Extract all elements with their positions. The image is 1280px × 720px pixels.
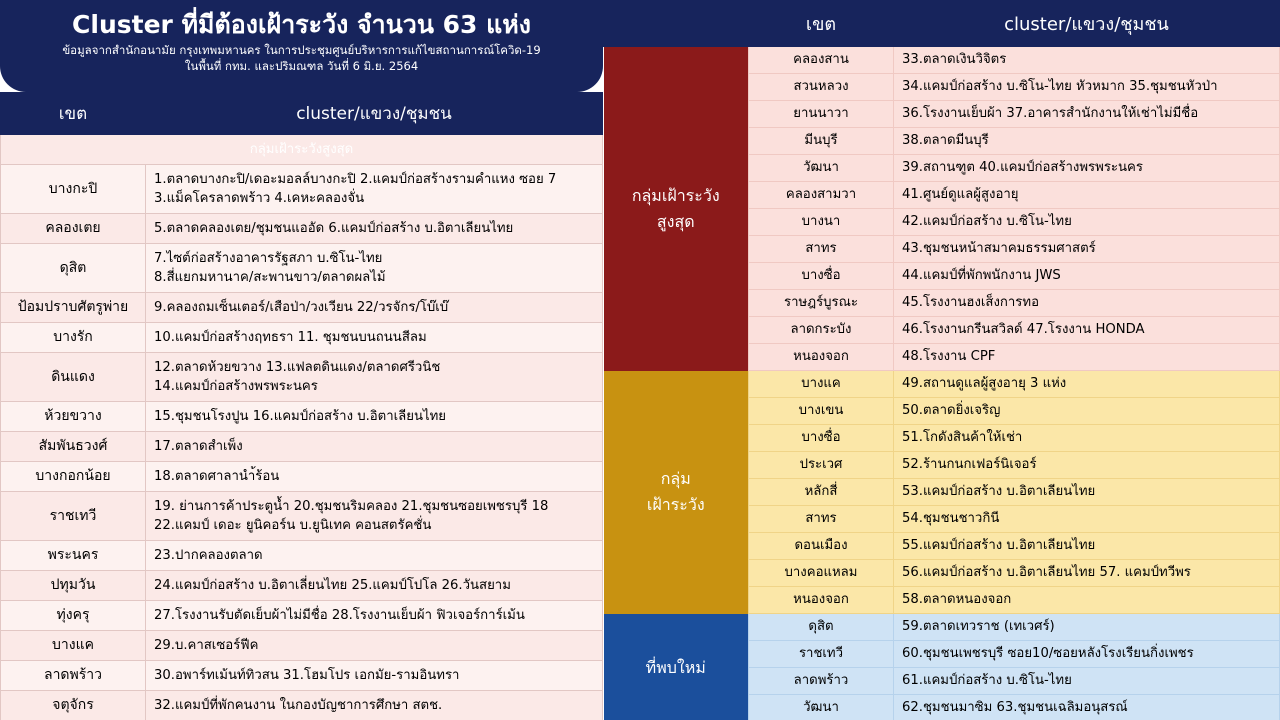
table-row: [1, 492, 603, 541]
zone-cell: บางแค: [749, 371, 894, 398]
left-table-body: [1, 135, 603, 720]
cluster-cell: 46.โรงงานกรีนสวิลด์ 47.โรงงาน HONDA: [894, 317, 1280, 344]
cluster-cell: 30.อพาร์ทเม้นท์ทิวสน 31.โฮมโปร เอกมัย-รามอินทรา: [146, 661, 603, 691]
zone-cell: บางนา: [749, 209, 894, 236]
zone-cell: มีนบุรี: [749, 128, 894, 155]
cluster-cell: 49.สถานดูแลผู้สูงอายุ 3 แห่ง: [894, 371, 1280, 398]
cluster-cell: 24.แคมป์ก่อสร้าง บ.อิตาเลี่ยนไทย 25.แคมป์โปโล 26.วันสยาม: [146, 571, 603, 601]
zone-cell: คลองสาน: [749, 47, 894, 74]
table-row: [604, 371, 1280, 398]
table-row: [1, 293, 603, 323]
zone-cell: บางแค: [1, 631, 146, 661]
cluster-cell: 44.แคมป์ที่พักพนักงาน JWS: [894, 263, 1280, 290]
right-header-cluster: cluster/แขวง/ชุมชน: [894, 1, 1280, 47]
zone-cell: บางกอกน้อย: [1, 462, 146, 492]
zone-cell: บางซื่อ: [749, 425, 894, 452]
cluster-cell: 9.คลองถมเซ็นเตอร์/เสือป่า/วงเวียน 22/วรจักร/โบ๊เบ๊: [146, 293, 603, 323]
left-table: [0, 92, 603, 720]
table-row: [1, 214, 603, 244]
group-label-cell: ที่พบใหม่: [604, 614, 749, 720]
table-row: [1, 571, 603, 601]
cluster-cell: 36.โรงงานเย็บผ้า 37.อาคารสำนักงานให้เช่าไม่มีชื่อ: [894, 101, 1280, 128]
cluster-cell: 17.ตลาดสำเพ็ง: [146, 432, 603, 462]
right-table-header-row: [604, 1, 1280, 47]
zone-cell: สาทร: [749, 236, 894, 263]
zone-cell: ดุสิต: [749, 614, 894, 641]
cluster-cell: 38.ตลาดมีนบุรี: [894, 128, 1280, 155]
table-row: [1, 691, 603, 720]
zone-cell: บางซื่อ: [749, 263, 894, 290]
cluster-cell: 53.แคมป์ก่อสร้าง บ.อิตาเลียนไทย: [894, 479, 1280, 506]
title-banner: [0, 0, 603, 92]
right-panel: [603, 0, 1280, 720]
cluster-cell: 55.แคมป์ก่อสร้าง บ.อิตาเลียนไทย: [894, 533, 1280, 560]
group-label-cell: กลุ่ม เฝ้าระวัง: [604, 371, 749, 614]
cluster-cell: 39.สถานฑูต 40.แคมป์ก่อสร้างพรพระนคร: [894, 155, 1280, 182]
left-header-cluster: cluster/แขวง/ชุมชน: [146, 93, 603, 135]
cluster-cell: 58.ตลาดหนองจอก: [894, 587, 1280, 614]
zone-cell: ดอนเมือง: [749, 533, 894, 560]
cluster-cell: 48.โรงงาน CPF: [894, 344, 1280, 371]
table-row: [1, 661, 603, 691]
table-row: [1, 402, 603, 432]
cluster-cell: 41.ศูนย์ดูแลผู้สูงอายุ: [894, 182, 1280, 209]
zone-cell: หนองจอก: [749, 344, 894, 371]
zone-cell: ดุสิต: [1, 244, 146, 293]
zone-cell: ห้วยขวาง: [1, 402, 146, 432]
zone-cell: บางรัก: [1, 323, 146, 353]
zone-cell: ลาดพร้าว: [1, 661, 146, 691]
cluster-cell: 45.โรงงานฮงเส็งการทอ: [894, 290, 1280, 317]
table-row: [1, 631, 603, 661]
cluster-cell: 23.ปากคลองตลาด: [146, 541, 603, 571]
cluster-cell: 52.ร้านกนกเฟอร์นิเจอร์: [894, 452, 1280, 479]
zone-cell: สัมพันธวงศ์: [1, 432, 146, 462]
zone-cell: ยานนาวา: [749, 101, 894, 128]
cluster-cell: 51.โกดังสินค้าให้เช่า: [894, 425, 1280, 452]
zone-cell: บางกะปิ: [1, 165, 146, 214]
cluster-cell: 54.ชุมชนชาวกินี: [894, 506, 1280, 533]
group-label-cell: กลุ่มเฝ้าระวัง สูงสุด: [604, 47, 749, 371]
zone-cell: วัฒนา: [749, 155, 894, 182]
left-header-zone: เขต: [1, 93, 146, 135]
left-table-header-row: [1, 93, 603, 135]
cluster-cell: 5.ตลาดคลองเตย/ชุมชนแออัด 6.แคมป์ก่อสร้าง บ.อิตาเลียนไทย: [146, 214, 603, 244]
cluster-cell: 42.แคมป์ก่อสร้าง บ.ซิโน-ไทย: [894, 209, 1280, 236]
left-panel: [0, 0, 603, 720]
cluster-cell: 12.ตลาดห้วยขวาง 13.แฟลตดินแดง/ตลาดศรีวนิช 14.แคมป์ก่อสร้างพรพระนคร: [146, 353, 603, 402]
cluster-cell: 15.ชุมชนโรงปูน 16.แคมป์ก่อสร้าง บ.อิตาเลียนไทย: [146, 402, 603, 432]
cluster-cell: 50.ตลาดยิ่งเจริญ: [894, 398, 1280, 425]
cluster-cell: 27.โรงงานรับตัดเย็บผ้าไม่มีชื่อ 28.โรงงานเย็บผ้า ฟิวเจอร์การ์เม้น: [146, 601, 603, 631]
right-header-zone: เขต: [749, 1, 894, 47]
cluster-cell: 33.ตลาดเงินวิจิตร: [894, 47, 1280, 74]
zone-cell: ลาดกระบัง: [749, 317, 894, 344]
zone-cell: คลองเตย: [1, 214, 146, 244]
right-table-body: [604, 47, 1280, 720]
cluster-cell: 7.ไซต์ก่อสร้างอาคารรัฐสภา บ.ซิโน-ไทย 8.สี่แยกมหานาค/สะพานขาว/ตลาดผลไม้: [146, 244, 603, 293]
cluster-cell: 56.แคมป์ก่อสร้าง บ.อิตาเลียนไทย 57. แคมป์ทวีพร: [894, 560, 1280, 587]
zone-cell: ราษฎร์บูรณะ: [749, 290, 894, 317]
zone-cell: บางเขน: [749, 398, 894, 425]
zone-cell: สาทร: [749, 506, 894, 533]
table-row: [1, 601, 603, 631]
zone-cell: คลองสามวา: [749, 182, 894, 209]
right-header-group: [604, 1, 749, 47]
zone-cell: หนองจอก: [749, 587, 894, 614]
table-row: [604, 614, 1280, 641]
cluster-cell: 18.ตลาดศาลานำ้ร้อน: [146, 462, 603, 492]
table-row: [1, 323, 603, 353]
cluster-cell: 32.แคมป์ที่พักคนงาน ในกองบัญชาการศึกษา สตช.: [146, 691, 603, 720]
table-row: [1, 462, 603, 492]
cluster-cell: 43.ชุมชนหน้าสมาคมธรรมศาสตร์: [894, 236, 1280, 263]
zone-cell: สวนหลวง: [749, 74, 894, 101]
left-section-label: กลุ่มเฝ้าระวังสูงสุด: [1, 135, 603, 165]
cluster-cell: 1.ตลาดบางกะปิ/เดอะมอลล์บางกะปิ 2.แคมป์ก่อสร้างรามคำแหง ซอย 7 3.แม็คโครลาดพร้าว 4.เคหะคลองจั่น: [146, 165, 603, 214]
cluster-cell: 61.แคมป์ก่อสร้าง บ.ซิโน-ไทย: [894, 668, 1280, 695]
cluster-cell: 62.ชุมชนมาซิม 63.ชุมชนเฉลิมอนุสรณ์: [894, 695, 1280, 720]
cluster-cell: 60.ชุมชนเพชรบุรี ซอย10/ซอยหลังโรงเรียนกิ่งเพชร: [894, 641, 1280, 668]
zone-cell: ราชเทวี: [1, 492, 146, 541]
page-subtitle-line2: ในพื้นที่ กทม. และปริมณฑล วันที่ 6 มิ.ย. 2564: [184, 59, 419, 73]
zone-cell: ลาดพร้าว: [749, 668, 894, 695]
zone-cell: ป้อมปราบศัตรูพ่าย: [1, 293, 146, 323]
zone-cell: จตุจักร: [1, 691, 146, 720]
table-row: [1, 353, 603, 402]
cluster-cell: 19. ย่านการค้าประตูน้ำ 20.ชุมชนริมคลอง 21.ชุมชนซอยเพชรบุรี 18 22.แคมป์ เดอะ ยูนิคอร์น บ.ยูนิเทค คอนสตรัคชั่น: [146, 492, 603, 541]
zone-cell: พระนคร: [1, 541, 146, 571]
table-row: [604, 47, 1280, 74]
cluster-cell: 34.แคมป์ก่อสร้าง บ.ซิโน-ไทย หัวหมาก 35.ชุมชนหัวป่า: [894, 74, 1280, 101]
zone-cell: ปทุมวัน: [1, 571, 146, 601]
page-subtitle-line1: ข้อมูลจากสำนักอนามัย กรุงเทพมหานคร ในการประชุมศูนย์บริหารการแก้ไขสถานการณ์โควิด-19: [62, 43, 541, 57]
zone-cell: ดินแดง: [1, 353, 146, 402]
cluster-cell: 59.ตลาดเทวราช (เทเวศร์): [894, 614, 1280, 641]
table-row: [1, 244, 603, 293]
table-row: [1, 432, 603, 462]
zone-cell: วัฒนา: [749, 695, 894, 720]
table-row: [1, 165, 603, 214]
zone-cell: หลักสี่: [749, 479, 894, 506]
left-section-row: [1, 135, 603, 165]
table-row: [1, 541, 603, 571]
zone-cell: บางคอแหลม: [749, 560, 894, 587]
right-table: [603, 0, 1280, 720]
cluster-cell: 10.แคมป์ก่อสร้างฤทธรา 11. ชุมชนบนถนนสีลม: [146, 323, 603, 353]
page-title: Cluster ที่มีต้องเฝ้าระวัง จำนวน 63 แห่ง: [72, 10, 531, 39]
cluster-cell: 29.บ.คาสเซอร์ฟีค: [146, 631, 603, 661]
zone-cell: ประเวศ: [749, 452, 894, 479]
zone-cell: ทุ่งครุ: [1, 601, 146, 631]
zone-cell: ราชเทวี: [749, 641, 894, 668]
